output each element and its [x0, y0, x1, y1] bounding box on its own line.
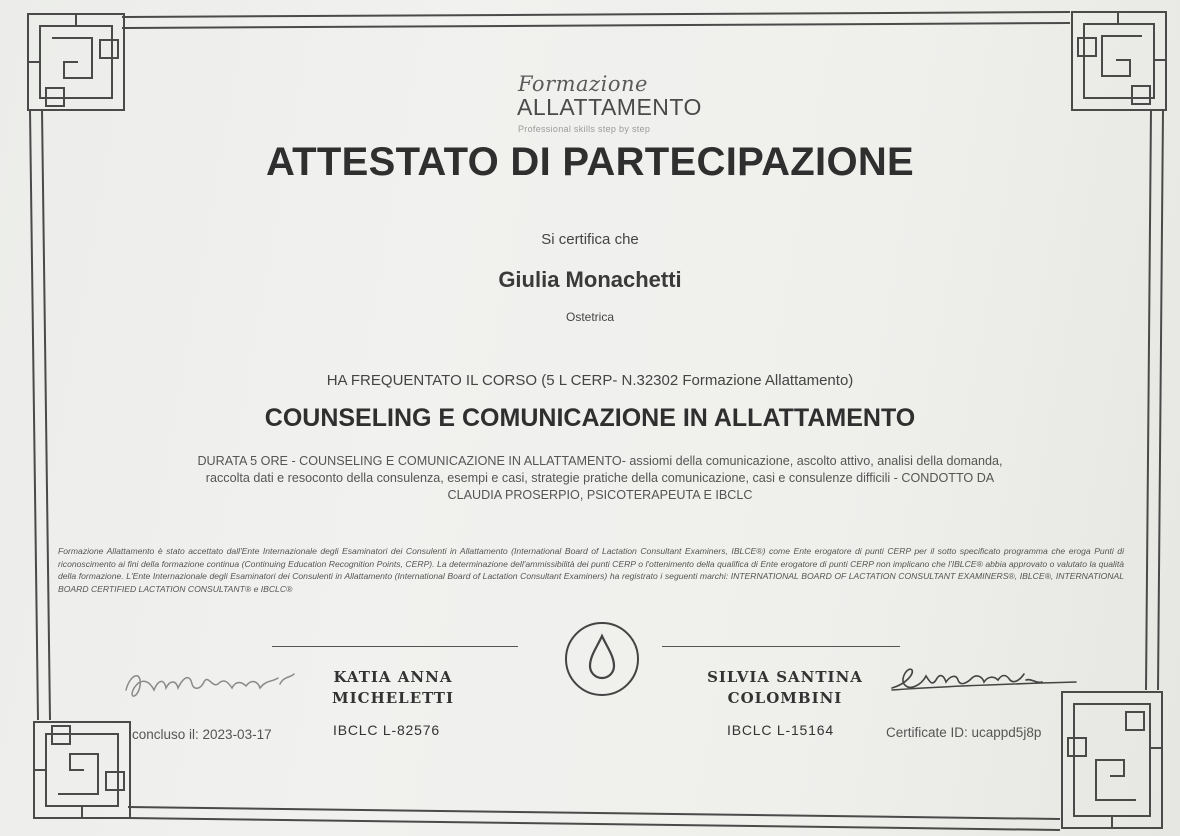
signature-divider-right	[662, 646, 900, 647]
signatory-right-name-line2: COLOMBINI	[727, 689, 843, 707]
course-description: DURATA 5 ORE - COUNSELING E COMUNICAZIONE IN ALLATTAMENTO- assiomi della comunicazione, ascolto attivo, analisi della domanda, raccolta dati e resoconto della consulenza, esempi e casi, strategie pratiche della comunicazione, casi e consulenze difficili - CONDOTTO DA CLAUDIA PROSERPIO, PSICOTERAPEUTA E IBCLC	[197, 454, 1003, 502]
milk-drop-icon	[563, 620, 641, 698]
attended-course-line: HA FREQUENTATO IL CORSO (5 L CERP- N.32302 Formazione Allattamento)	[326, 372, 854, 389]
corner-ornament-bottom-left	[34, 722, 130, 818]
signatory-left-name-line1: KATIA ANNA	[333, 668, 453, 686]
certificate-title: ATTESTATO DI PARTECIPAZIONE	[265, 140, 915, 184]
signatory-right-ibclc: IBCLC L-15164	[727, 722, 834, 738]
signature-colombini	[886, 662, 1082, 698]
signatory-left-ibclc: IBCLC L-82576	[333, 722, 440, 738]
certificate-id: Certificate ID: ucappd5j8p	[886, 725, 1042, 740]
signatory-right-name-line1: SILVIA SANTINA	[707, 668, 863, 686]
corner-ornament-top-left	[28, 14, 124, 110]
corner-ornament-top-right	[1072, 12, 1166, 110]
recipient-name: Giulia Monachetti	[498, 267, 682, 292]
recipient-profession: Ostetrica	[565, 310, 614, 324]
course-title: COUNSELING E COMUNICAZIONE IN ALLATTAMENTO	[264, 404, 916, 432]
signature-divider-left	[272, 646, 518, 647]
signatory-left-name-line2: MICHELETTI	[332, 689, 454, 707]
brand-tagline: Professional skills step by step	[518, 124, 651, 134]
corner-ornament-bottom-right	[1062, 692, 1162, 828]
brand-logo-allattamento: ALLATTAMENTO	[517, 94, 702, 120]
signatory-right-name	[690, 667, 880, 709]
brand-logo-formazione: Formazione	[518, 72, 648, 96]
certifies-that-text: Si certifica che	[541, 231, 639, 248]
signature-micheletti	[120, 660, 300, 708]
iblce-disclaimer: Formazione Allattamento è stato accettato dall'Ente Internazionale degli Esaminatori dei Consulenti in Allattamento (International Board of Lactation Consultant Examiners, IBLCE®) come Ente erogatore di punti CERP per il sotto specificato programma che eroga Punti di riconoscimento ai fini della formazione continua (Continuing Education Recognition Points, CERP). La determinazione dell'ammissibilità dei punti CERP o l'ottenimento della qualifica di Ente erogatore di punti CERP non implicano che l'IBLCE® abbia approvato o valutato la qualità della formazione. L'Ente Internazionale degli Esaminatori dei Consulenti in Allattamento (International Board of Lactation Consultant Examiners) ha registrato i seguenti marchi: INTERNATIONAL BOARD OF LACTATION CONSULTANT EXAMINERS®, IBLCE®, INTERNATIONAL BOARD CERTIFIED LACTATION CONSULTANT® e IBCLC®	[58, 546, 1124, 594]
completion-date: concluso il: 2023-03-17	[132, 727, 272, 742]
brand-logo	[510, 72, 720, 142]
signatory-left-name	[318, 667, 468, 709]
